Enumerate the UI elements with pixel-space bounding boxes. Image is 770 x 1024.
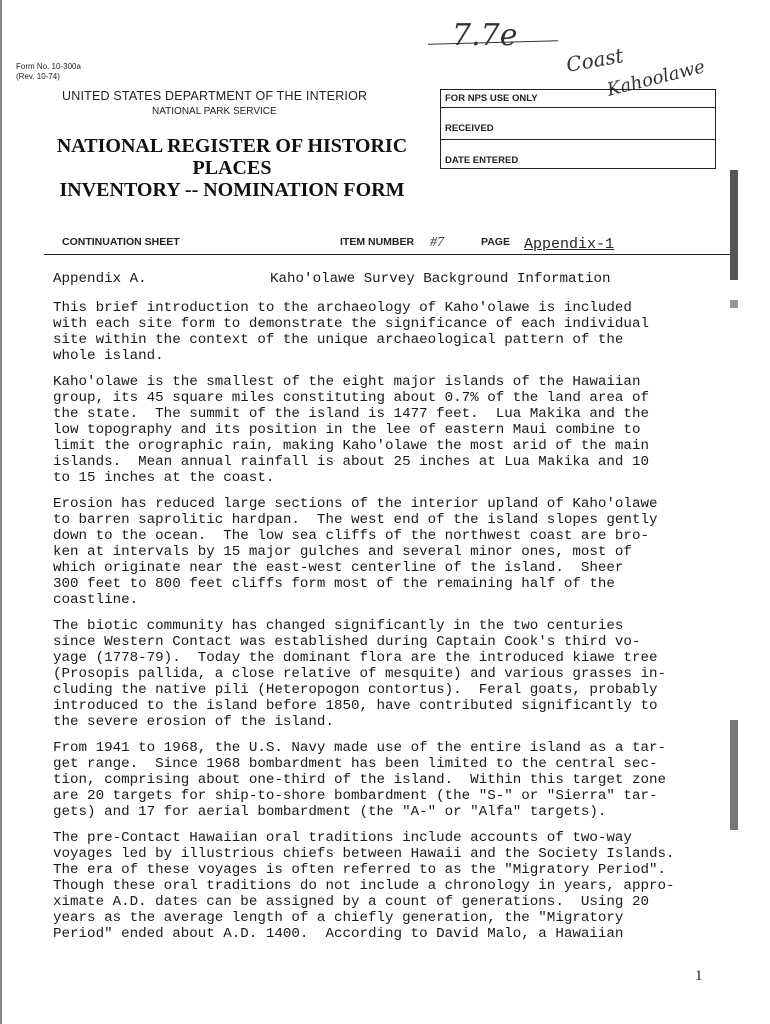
nps-use-box [440, 89, 716, 169]
appendix-title: Kaho'olawe Survey Background Information [270, 271, 611, 287]
item-number-label: ITEM NUMBER [340, 236, 415, 248]
nps-use-only-label: FOR NPS USE ONLY [445, 93, 538, 104]
handwritten-note-right-1: Coast [564, 43, 626, 77]
paragraph-erosion: Erosion has reduced large sections of the interior upland of Kaho'olawe to barren saprolitic hardpan. The west end of the island slopes gently down to the ocean. The low sea cliffs of the northwest coast are bro- ken at intervals by 15 major gulches and several minor ones, most of which originate near the east-west centerline of the island. Sheer 300 feet to 800 feet cliffs form most of the remaining half of the coastline. [53, 496, 658, 608]
handwritten-note-right-2: Kahoolawe [604, 56, 708, 101]
form-revision-line: (Rev. 10-74) [16, 72, 60, 81]
page-value: Appendix-1 [524, 236, 615, 253]
handwritten-note-top: 7.7e [452, 18, 518, 53]
department-name: UNITED STATES DEPARTMENT OF THE INTERIOR [62, 89, 368, 103]
paragraph-geography: Kaho'olawe is the smallest of the eight major islands of the Hawaiian group, its 45 square miles constituting about 0.7% of the land area of the state. The summit of the island is 1477 feet. Lua Makika and the low topography and its position in the lee of eastern Maui combine to limit the orographic rain, making Kaho'olawe the most arid of the main islands. Mean annual rainfall is about 25 inches at Lua Makika and 10 to 15 inches at the coast. [53, 374, 649, 486]
form-title-line-2: INVENTORY -- NOMINATION FORM [59, 179, 405, 201]
paragraph-intro: This brief introduction to the archaeology of Kaho'olawe is included with each site form to demonstrate the significance of each individual site within the context of the unique archaeological pattern of the whole island. [53, 300, 649, 364]
nps-box-rule [441, 139, 715, 140]
received-label: RECEIVED [445, 123, 494, 134]
appendix-label: Appendix A. [53, 271, 147, 287]
header-divider [44, 254, 730, 255]
scan-edge-artifact [730, 170, 740, 850]
page-number: 1 [695, 968, 703, 984]
scan-left-edge [0, 0, 2, 1024]
continuation-sheet-label: CONTINUATION SHEET [62, 236, 180, 248]
form-number [16, 62, 81, 82]
form-title-line-1: NATIONAL REGISTER OF HISTORIC PLACES [56, 135, 408, 179]
paragraph-traditions: The pre-Contact Hawaiian oral traditions include accounts of two-way voyages led by illustrious chiefs between Hawaii and the Society Islands. The era of these voyages is often referred to as the "Migratory Period". Though these oral traditions do not include a chronology in years, appro- ximate A.D. dates can be assigned by a count of generations. Using 20 years as the average length of a chiefly generation, the "Migratory Period" ended about A.D. 1400. According to David Malo, a Hawaiian [53, 830, 675, 942]
service-name: NATIONAL PARK SERVICE [152, 106, 277, 117]
paragraph-navy: From 1941 to 1968, the U.S. Navy made use of the entire island as a tar- get range. Since 1968 bombardment has been limited to the central sec- tion, comprising about one-third of the island. Within this target zone are 20 targets for ship-to-shore bombardment (the "S-" or "Sierra" tar- gets) and 17 for aerial bombardment (the "A-" or "Alfa" targets). [53, 740, 666, 820]
paragraph-biotic: The biotic community has changed significantly in the two centuries since Western Contact was established during Captain Cook's third vo- yage (1778-79). Today the dominant flora are the introduced kiawe tree (Prosopis pallida, a close relative of mesquite) and various grasses in- cluding the native pili (Heteropogon contortus). Feral goats, probably introduced to the island before 1850, have contributed significantly to the severe erosion of the island. [53, 618, 666, 730]
date-entered-label: DATE ENTERED [445, 155, 519, 166]
nps-box-rule [441, 107, 715, 108]
body-text [53, 300, 753, 952]
page-label: PAGE [481, 236, 510, 248]
item-number-value: #7 [430, 235, 444, 250]
form-title [22, 135, 442, 201]
form-number-line: Form No. 10-300a [16, 62, 81, 71]
